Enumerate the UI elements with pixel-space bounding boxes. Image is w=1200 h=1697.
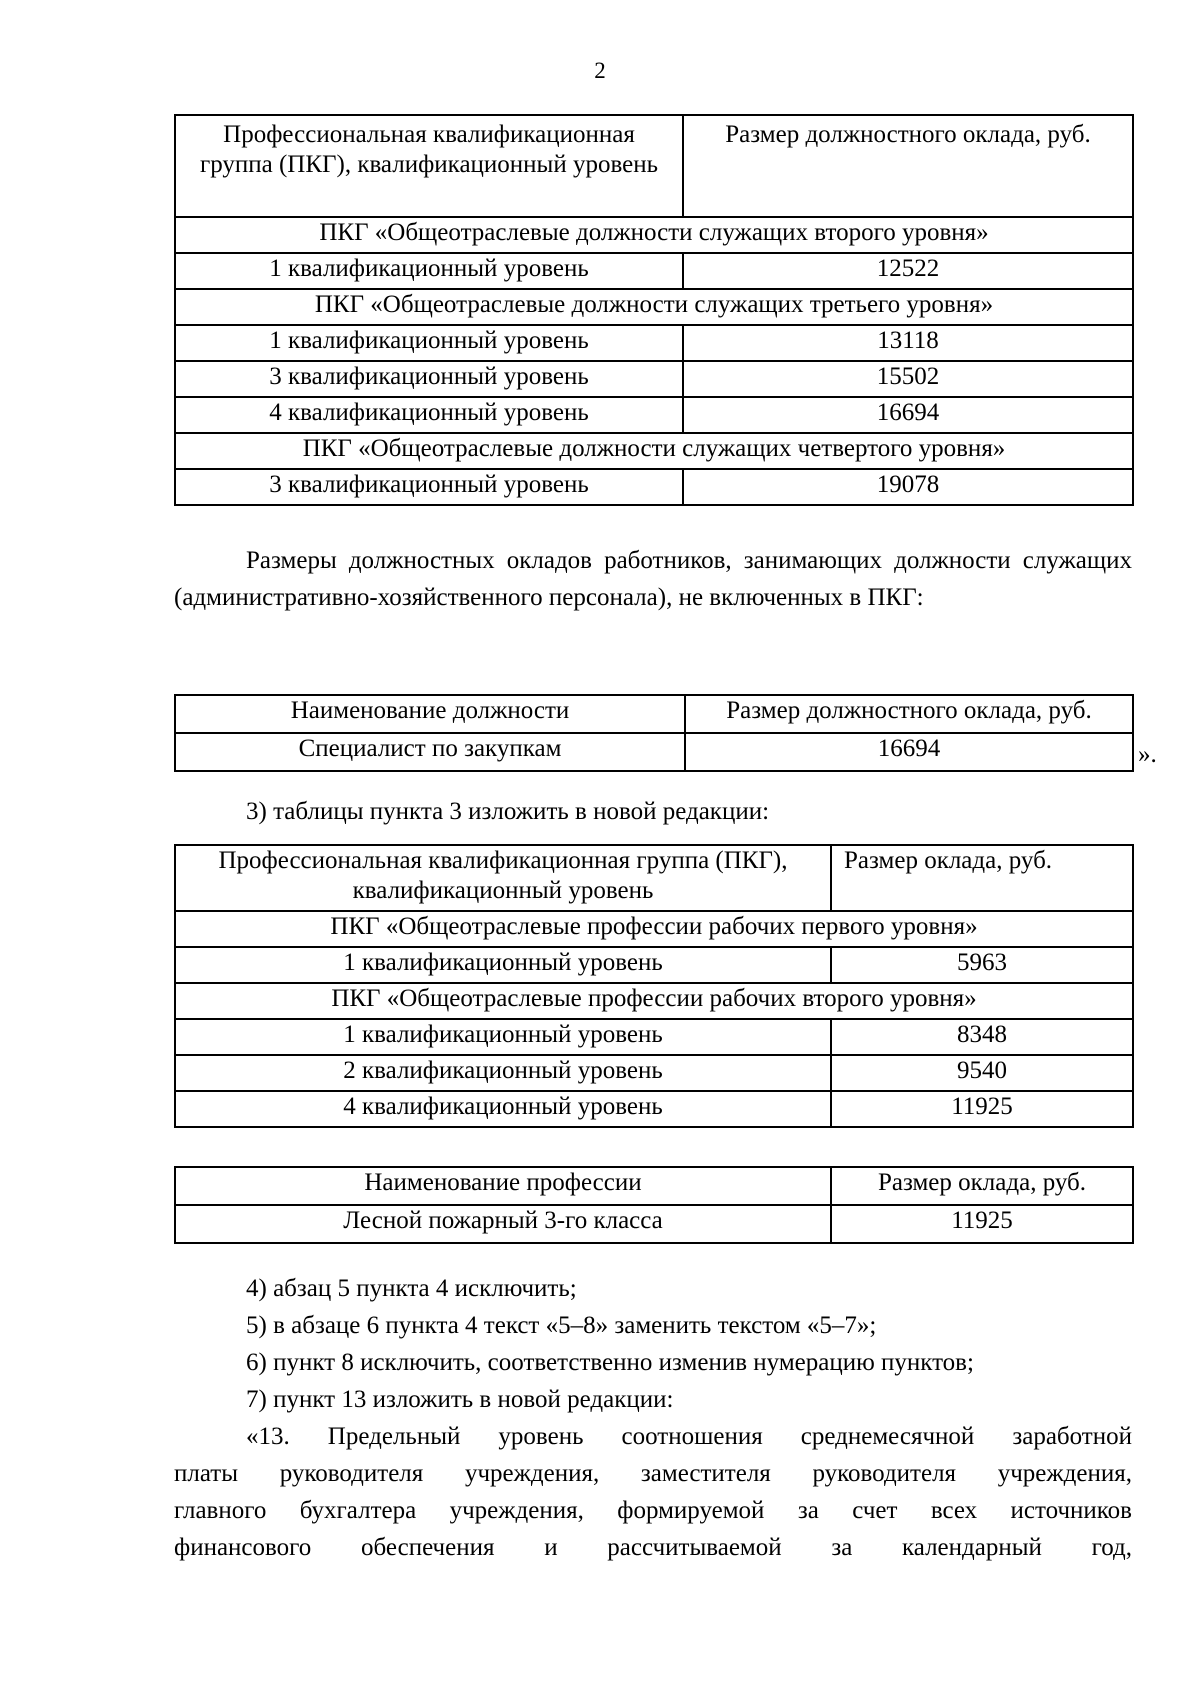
table1-header-salary: Размер должностного оклада, руб. (683, 115, 1133, 217)
table3-level-cell: 4 квалификационный уровень (175, 1091, 831, 1127)
table1-level-cell: 1 квалификационный уровень (175, 325, 683, 361)
table1-header-group: Профессиональная квалификационная группа (ПКГ), квалификационный уровень (175, 115, 683, 217)
table1-level-cell: 3 квалификационный уровень (175, 469, 683, 505)
table4-header-salary: Размер оклада, руб. (831, 1167, 1133, 1205)
item-4: 4) абзац 5 пункта 4 исключить; (246, 1275, 577, 1302)
table1-value-cell: 15502 (683, 361, 1133, 397)
table3-header-group: Профессиональная квалификационная группа (ПКГ), квалификационный уровень (175, 845, 831, 911)
table1-level-cell: 3 квалификационный уровень (175, 361, 683, 397)
table3-group-row: ПКГ «Общеотраслевые профессии рабочих второго уровня» (175, 983, 1133, 1019)
salary-table-professions (174, 1166, 1134, 1244)
item-6: 6) пункт 8 исключить, соответственно изменив нумерацию пунктов; (246, 1349, 974, 1376)
table1-value-cell: 12522 (683, 253, 1133, 289)
table2-header-salary: Размер должностного оклада, руб. (685, 695, 1133, 733)
table2-header-position: Наименование должности (175, 695, 685, 733)
table1-value-cell: 13118 (683, 325, 1133, 361)
table1-level-cell: 4 квалификационный уровень (175, 397, 683, 433)
table1-group-row: ПКГ «Общеотраслевые должности служащих второго уровня» (175, 217, 1133, 253)
salary-table-positions (174, 694, 1134, 772)
table3-value-cell: 11925 (831, 1091, 1133, 1127)
table3-value-cell: 5963 (831, 947, 1133, 983)
table2-value-cell: 16694 (685, 733, 1133, 771)
table3-value-cell: 9540 (831, 1055, 1133, 1091)
closing-quote: ». (1138, 741, 1157, 768)
table1-value-cell: 19078 (683, 469, 1133, 505)
table1-value-cell: 16694 (683, 397, 1133, 433)
item-3: 3) таблицы пункта 3 изложить в новой редакции: (246, 798, 770, 825)
table2-position-cell: Специалист по закупкам (175, 733, 685, 771)
table3-value-cell: 8348 (831, 1019, 1133, 1055)
table3-group-row: ПКГ «Общеотраслевые профессии рабочих первого уровня» (175, 911, 1133, 947)
table1-group-row: ПКГ «Общеотраслевые должности служащих четвертого уровня» (175, 433, 1133, 469)
table1-group-row: ПКГ «Общеотраслевые должности служащих третьего уровня» (175, 289, 1133, 325)
table3-level-cell: 1 квалификационный уровень (175, 1019, 831, 1055)
table4-value-cell: 11925 (831, 1205, 1133, 1243)
final-paragraph-line-2: платы руководителя учреждения, заместителя руководителя учреждения, (174, 1460, 1132, 1487)
page-number: 2 (594, 58, 606, 83)
table3-level-cell: 2 квалификационный уровень (175, 1055, 831, 1091)
final-paragraph-line-4: финансового обеспечения и рассчитываемой за календарный год, (174, 1534, 1132, 1561)
salary-table-workers (174, 844, 1134, 1128)
final-paragraph-line-1: «13. Предельный уровень соотношения среднемесячной заработной (246, 1423, 1132, 1450)
item-7: 7) пункт 13 изложить в новой редакции: (246, 1386, 674, 1413)
table4-header-profession: Наименование профессии (175, 1167, 831, 1205)
table3-header-salary: Размер оклада, руб. (831, 845, 1133, 911)
salary-table-employees (174, 114, 1134, 506)
paragraph-not-included: Размеры должностных окладов работников, занимающих должности служащих (административно-хозяйственного персонала), не включенных в ПКГ: (174, 547, 1132, 611)
final-paragraph-line-3: главного бухгалтера учреждения, формируемой за счет всех источников (174, 1497, 1132, 1524)
table3-level-cell: 1 квалификационный уровень (175, 947, 831, 983)
table1-level-cell: 1 квалификационный уровень (175, 253, 683, 289)
table4-profession-cell: Лесной пожарный 3-го класса (175, 1205, 831, 1243)
item-5: 5) в абзаце 6 пункта 4 текст «5–8» заменить текстом «5–7»; (246, 1312, 877, 1339)
